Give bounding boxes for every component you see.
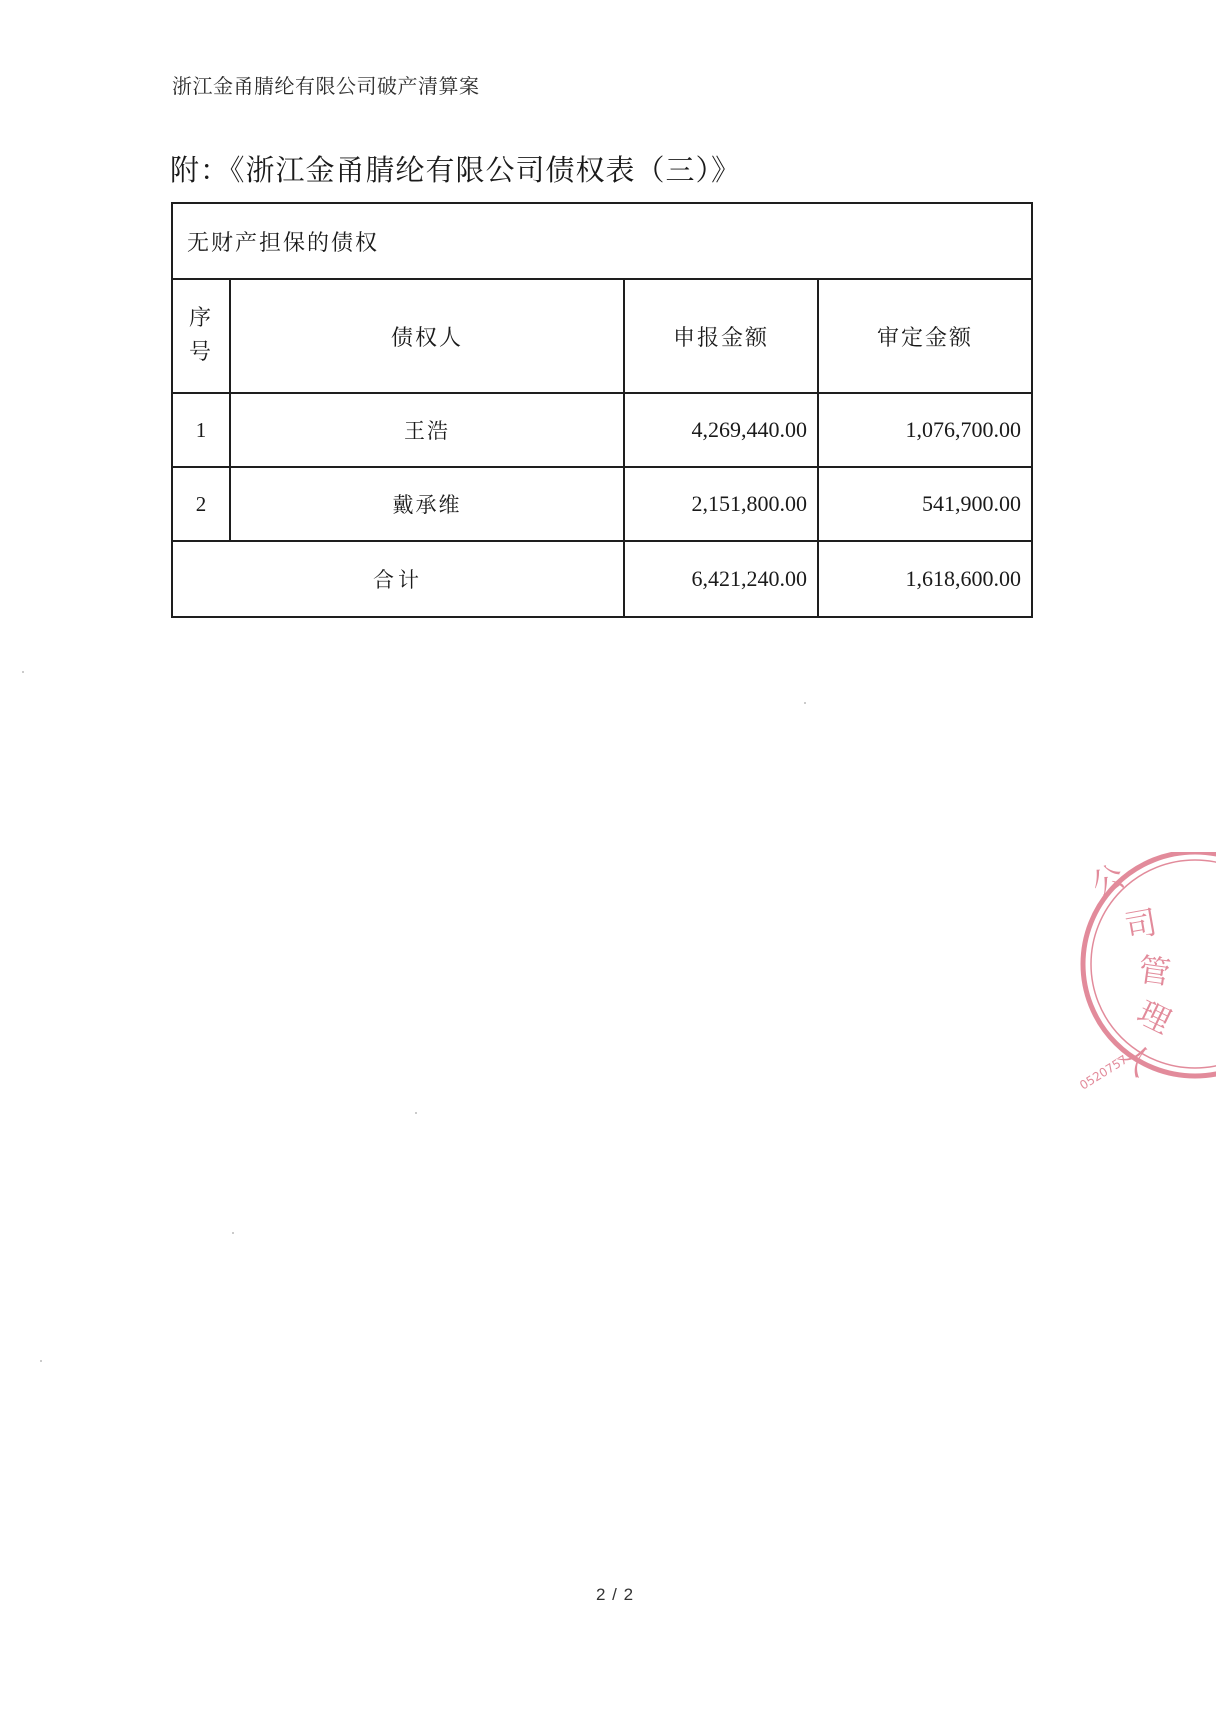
svg-text:0520757: 0520757 xyxy=(1077,1052,1130,1093)
table-header-row xyxy=(172,279,1032,393)
row-approved-amount: 541,900.00 xyxy=(818,467,1032,541)
svg-text:理: 理 xyxy=(1131,993,1177,1042)
scan-speck xyxy=(22,671,24,673)
row-declared-amount: 2,151,800.00 xyxy=(624,467,818,541)
column-header-seq xyxy=(172,279,230,393)
official-seal xyxy=(1075,852,1216,1112)
scan-speck xyxy=(804,702,806,704)
scan-speck xyxy=(40,1360,42,1362)
table-total-row xyxy=(172,541,1032,617)
column-header-creditor: 债权人 xyxy=(230,279,624,393)
column-header-seq-line2: 号 xyxy=(188,340,213,365)
row-creditor: 王浩 xyxy=(230,393,624,467)
table-row xyxy=(172,467,1032,541)
row-declared-amount: 4,269,440.00 xyxy=(624,393,818,467)
table-caption: 无财产担保的债权 xyxy=(172,203,1032,279)
claims-table xyxy=(171,202,1033,618)
total-label: 合计 xyxy=(172,541,624,617)
svg-text:管: 管 xyxy=(1135,950,1173,993)
table-row xyxy=(172,393,1032,467)
row-creditor: 戴承维 xyxy=(230,467,624,541)
row-seq: 2 xyxy=(172,467,230,541)
case-header: 浙江金甬腈纶有限公司破产清算案 xyxy=(172,74,480,98)
page-number: 2 / 2 xyxy=(596,1585,635,1604)
scan-speck xyxy=(415,1112,417,1114)
row-approved-amount: 1,076,700.00 xyxy=(818,393,1032,467)
column-header-seq-line1: 序 xyxy=(188,306,213,331)
row-seq: 1 xyxy=(172,393,230,467)
seal-graphic xyxy=(1077,852,1216,1093)
column-header-declared: 申报金额 xyxy=(624,279,818,393)
column-header-approved: 审定金额 xyxy=(818,279,1032,393)
document-title: 附：《浙江金甬腈纶有限公司债权表（三）》 xyxy=(170,153,742,187)
total-declared-amount: 6,421,240.00 xyxy=(624,541,818,617)
svg-text:司: 司 xyxy=(1121,902,1160,946)
table-caption-row xyxy=(172,203,1032,279)
svg-text:公: 公 xyxy=(1084,856,1132,906)
total-approved-amount: 1,618,600.00 xyxy=(818,541,1032,617)
scan-speck xyxy=(232,1232,234,1234)
svg-text:人: 人 xyxy=(1111,1034,1161,1084)
